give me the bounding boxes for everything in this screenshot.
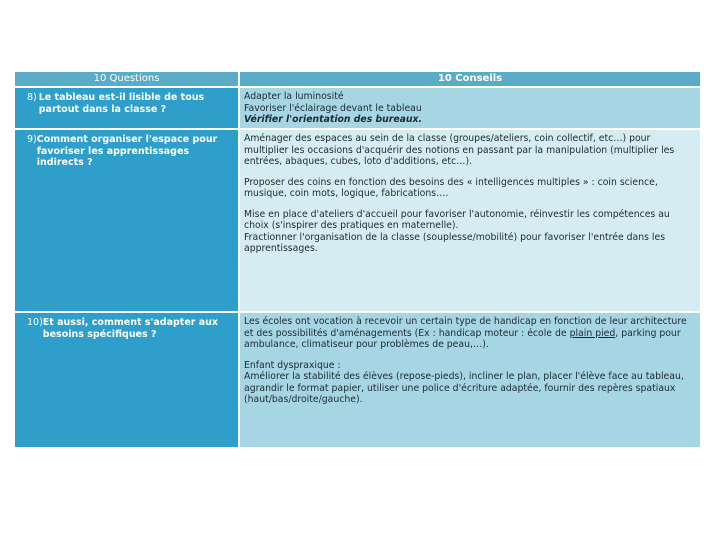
advice-paragraph: Fractionner l'organisation de la classe (souplesse/mobilité) pour favoriser l'entrée dans les apprentissages.: [244, 231, 666, 254]
question-number: 10): [27, 317, 43, 328]
advice-line: Adapter la luminosité: [244, 91, 344, 102]
question-number: 8): [27, 92, 37, 103]
question-text: Le tableau est-il lisible de tous partout dans la classe ?: [38, 92, 205, 115]
header-conseils: 10 Conseils: [240, 72, 700, 86]
advice-paragraph: Mise en place d'ateliers d'accueil pour favoriser l'autonomie, réinvestir les compétences au choix (s'inspirer des pratiques en maternelle).: [244, 208, 670, 231]
advice-cell: [240, 130, 700, 311]
question-number: 9): [27, 134, 37, 145]
question-cell: [15, 313, 238, 447]
question-text: Et aussi, comment s'adapter aux besoins spécifiques ?: [42, 317, 219, 340]
advice-intro-text: , parking pour ambulance, climatiseur pour problèmes de peau,…).: [244, 327, 681, 350]
advice-line: Vérifier l'orientation des bureaux.: [244, 114, 423, 125]
advice-paragraph: [244, 316, 694, 351]
advice-line: Favoriser l'éclairage devant le tableau: [244, 102, 422, 114]
question-text: Comment organiser l'espace pour favoriser les apprentissages indirects ?: [36, 134, 218, 168]
question-cell: [15, 130, 238, 311]
advice-cell: [240, 313, 700, 447]
advice-paragraph: Améliorer la stabilité des élèves (repose-pieds), incliner le plan, placer l'élève face au tableau, agrandir le format papier, utiliser une police d'écriture adaptée, fournir des repères spatiaux (haut/bas/droite/gauche).: [244, 371, 684, 405]
advice-intro-text: Les écoles ont vocation à recevoir un certain type de handicap en fonction de leur architecture et des possibilités d'aménagements (Ex : handicap moteur : école de: [244, 316, 687, 339]
advice-table: [15, 72, 698, 441]
advice-subtitle: Enfant dyspraxique :: [244, 359, 341, 371]
advice-cell: [240, 88, 700, 128]
advice-paragraph: Proposer des coins en fonction des besoins des « intelligences multiples » : coin science, musique, coin mots, logique, fabrications….: [244, 176, 658, 199]
header-questions: 10 Questions: [15, 72, 238, 86]
advice-paragraph: Aménager des espaces au sein de la classe (groupes/ateliers, coin collectif, etc…) pour multiplier les occasions d'acquérir des notions en passant par la manipulation (multiplier les entrées, abaques, cubes, loto d'additions, etc…).: [244, 133, 675, 167]
question-cell: [15, 88, 238, 128]
advice-intro-underlined: plain pied: [569, 327, 616, 339]
